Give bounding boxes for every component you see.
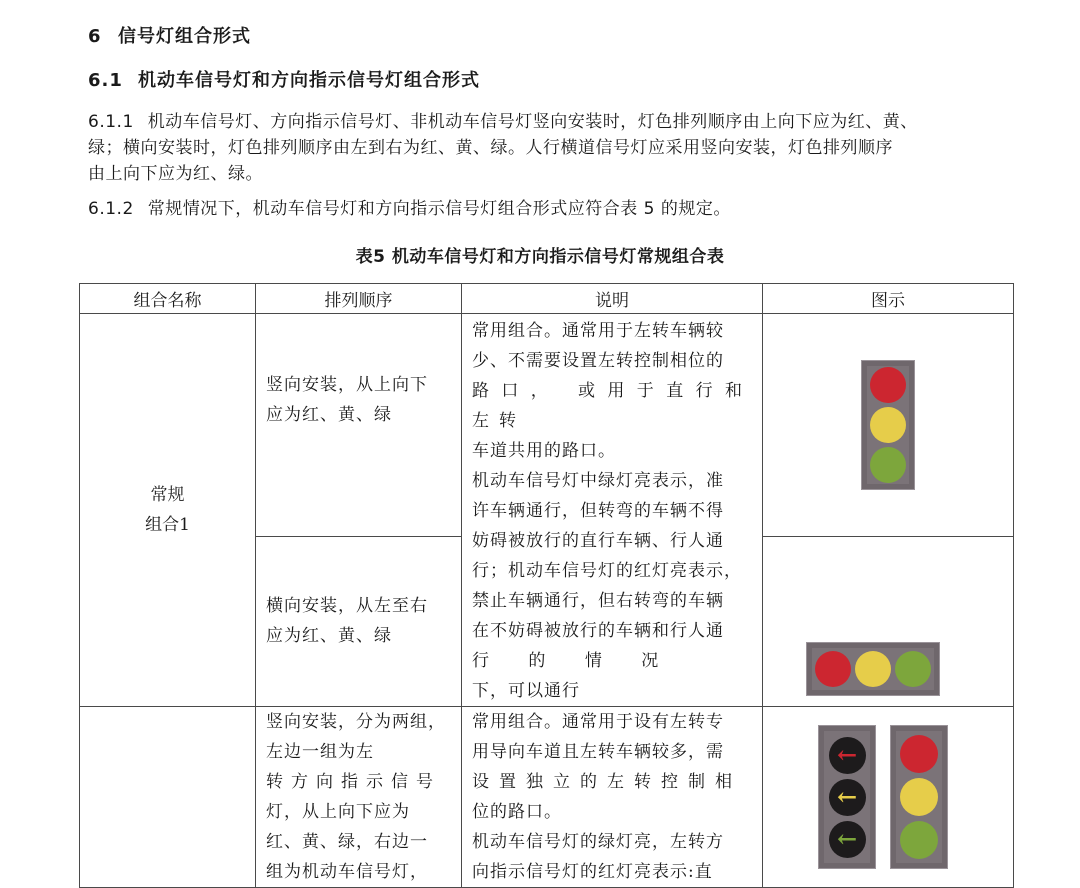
description-line: 机动车信号灯的绿灯亮，左转方 [472, 832, 724, 852]
order-line: 横向安装，从左至右 [266, 595, 428, 616]
clause-6-1-2 [88, 196, 1013, 222]
description-line: 位的路口。 [472, 802, 562, 822]
yellow-lamp-icon [900, 778, 938, 816]
arrangement-order-cell [256, 536, 462, 706]
description-line: 禁止车辆通行，但右转弯的车辆 [472, 591, 724, 611]
section-number: 6 [88, 26, 102, 47]
description-line: 少、不需要设置左转控制相位的 [472, 351, 724, 371]
clause-6-1-1 [88, 109, 1013, 187]
clause-number: 6.1.2 [88, 199, 134, 219]
yellow-left-arrow-icon: ← [829, 779, 866, 816]
clause-number: 6.1.1 [88, 112, 134, 132]
figure-cell [763, 707, 1014, 888]
order-line: 左边一组为左 [266, 742, 374, 762]
green-lamp-icon [895, 651, 931, 687]
description-line: 常用组合。通常用于左转车辆较 [472, 321, 724, 341]
red-lamp-icon [900, 735, 938, 773]
clause-text-line: 常规情况下，机动车信号灯和方向指示信号灯组合形式应符合表 5 的规定。 [147, 199, 731, 219]
subsection-heading [88, 66, 480, 92]
table-row [80, 707, 1014, 888]
description-line: 行；机动车信号灯的红灯亮表示， [472, 561, 742, 581]
subsection-number: 6.1 [88, 70, 123, 91]
table-caption: 表5 机动车信号灯和方向指示信号灯常规组合表 [355, 247, 725, 267]
description-line: 机动车信号灯中绿灯亮表示，准 [472, 471, 724, 491]
order-line: 组为机动车信号灯， [266, 862, 428, 882]
clause-text-line: 机动车信号灯、方向指示信号灯、非机动车信号灯竖向安装时，灯色排列顺序由上向下应为红、黄、 [147, 112, 918, 132]
order-line: 红、黄、绿，右边一 [266, 832, 428, 852]
figure-cell [763, 314, 1014, 537]
description-line: 设置独立的左转控制相 [472, 772, 742, 792]
description-line: 用导向车道且左转车辆较多，需 [472, 742, 724, 762]
description-line: 常用组合。通常用于设有左转专 [472, 712, 724, 732]
header-combination-name: 组合名称 [80, 284, 256, 314]
order-line: 转方向指示信号 [266, 772, 441, 792]
section-title: 信号灯组合形式 [118, 26, 251, 47]
red-lamp-icon [815, 651, 851, 687]
description-line: 路口， 或用于直行和左转 [472, 381, 752, 431]
arrangement-order-cell [256, 707, 462, 888]
combination-name-cell [80, 707, 256, 888]
clause-text-line: 由上向下应为红、绿。 [88, 164, 263, 184]
combination-name-line: 常规 [150, 485, 185, 505]
header-figure: 图示 [763, 284, 1014, 314]
description-line: 下，可以通行 [472, 681, 580, 701]
description-cell [462, 314, 763, 707]
header-description: 说明 [462, 284, 763, 314]
yellow-lamp-icon [855, 651, 891, 687]
combination-name-line: 组合1 [145, 515, 190, 535]
vehicle-traffic-signal-figure [890, 725, 948, 869]
yellow-lamp-icon [870, 407, 906, 443]
order-line: 应为红、黄、绿 [266, 405, 392, 425]
table-row [80, 314, 1014, 537]
left-turn-arrow-signal-figure [818, 725, 876, 869]
description-cell [462, 707, 763, 888]
order-line: 应为红、黄、绿 [266, 625, 392, 646]
description-line: 行 的 情 况 [472, 651, 660, 671]
order-line: 竖向安装，从上向下 [266, 375, 428, 395]
green-lamp-icon [870, 447, 906, 483]
combination-name-cell [80, 314, 256, 707]
table-header-row [80, 284, 1014, 314]
header-arrangement-order: 排列顺序 [256, 284, 462, 314]
arrangement-order-cell [256, 314, 462, 537]
subsection-title: 机动车信号灯和方向指示信号灯组合形式 [138, 70, 480, 91]
horizontal-traffic-signal-figure [806, 642, 940, 696]
order-line: 灯，从上向下应为 [266, 802, 410, 822]
red-lamp-icon [870, 367, 906, 403]
green-left-arrow-icon: ← [829, 821, 866, 858]
description-line: 在不妨碍被放行的车辆和行人通 [472, 621, 724, 641]
description-line: 车道共用的路口。 [472, 441, 616, 461]
figure-cell [763, 536, 1014, 706]
signal-combination-table [79, 283, 1014, 888]
order-line: 竖向安装，分为两组， [266, 712, 446, 732]
clause-text-line: 绿；横向安装时，灯色排列顺序由左到右为红、黄、绿。人行横道信号灯应采用竖向安装，灯色排列顺序 [88, 138, 893, 158]
section-heading [88, 22, 251, 48]
vertical-traffic-signal-figure [861, 360, 915, 490]
description-line: 向指示信号灯的红灯亮表示:直 [472, 862, 713, 882]
red-left-arrow-icon: ← [829, 737, 866, 774]
description-line: 许车辆通行，但转弯的车辆不得 [472, 501, 724, 521]
description-line: 妨碍被放行的直行车辆、行人通 [472, 531, 724, 551]
green-lamp-icon [900, 821, 938, 859]
